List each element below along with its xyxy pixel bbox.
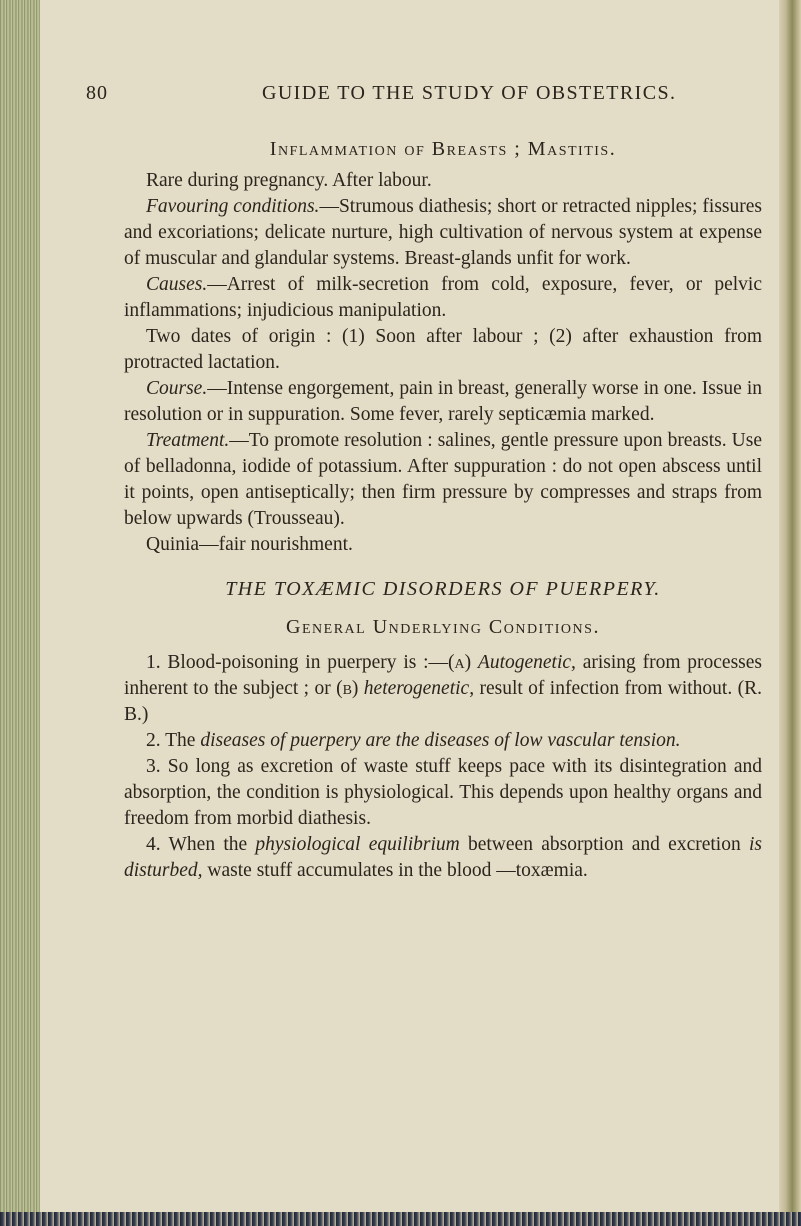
item1-text-e: result of infection from without. (R. B.) [124, 678, 762, 725]
course-label: Course. [146, 378, 208, 399]
item1-text-d: ) [351, 678, 364, 699]
list-item-2 [124, 728, 762, 754]
item4-text-a: 4. When the [146, 834, 256, 855]
item1-text-b: ) [464, 652, 478, 673]
book-edge-bottom [0, 1212, 801, 1226]
item2-text: 2. The [146, 730, 201, 751]
item1-text-a: 1. Blood-poisoning in puerpery is :—( [146, 652, 455, 673]
item4-italic-2: is disturbed, [124, 834, 762, 881]
item3-text: 3. So long as excretion of waste stuff keeps pace with its disintegration and absorption, the condition is physiological. This depends upon healthy organs and freedom from morbid diathesis. [124, 756, 762, 829]
book-edge-left [0, 0, 40, 1226]
item1-text-c: arising from processes inherent to the subject ; or ( [124, 652, 762, 699]
item1-letter-a: a [454, 652, 465, 673]
item1-autogenetic: Autogenetic, [477, 652, 576, 673]
causes-text: —Arrest of milk-secretion from cold, exposure, fever, or pelvic inflammations; injudicious manipulation. [124, 274, 762, 321]
paragraph-course [124, 376, 762, 428]
course-text: —Intense engorgement, pain in breast, generally worse in one. Issue in resolution or in suppuration. Some fever, rarely septicæmia marked. [124, 378, 762, 425]
paragraph-quinia [124, 532, 762, 558]
book-edge-right [779, 0, 801, 1226]
treatment-label: Treatment. [146, 430, 230, 451]
favouring-text: —Strumous diathesis; short or retracted nipples; fissures and excoriations; delicate nurture, high cultivation of nervous system at expense of muscular and glandular systems. Breast-glands unfit for work. [124, 196, 762, 269]
page-number: 80 [86, 82, 108, 104]
list-item-1 [124, 650, 762, 728]
treatment-text: —To promote resolution : salines, gentle pressure upon breasts. Use of belladonna, iodide of potassium. After suppuration : do not open abscess until it points, open antiseptically; then firm pressure by compresses and straps from below upwards (Trousseau). [124, 430, 762, 529]
paragraph-treatment [124, 428, 762, 532]
item1-heterogenetic: heterogenetic, [363, 678, 475, 699]
running-title: GUIDE TO THE STUDY OF OBSTETRICS. [262, 82, 677, 104]
paragraph-intro [124, 168, 762, 194]
list-item-4 [124, 832, 762, 884]
paragraph-causes [124, 272, 762, 324]
item4-text-b: between absorption and excretion [459, 834, 749, 855]
intro-text: Rare during pregnancy. After labour. [146, 170, 432, 191]
origin-text: Two dates of origin : (1) Soon after labour ; (2) after exhaustion from protracted lactation. [124, 326, 762, 373]
page-header [40, 82, 779, 106]
causes-label: Causes. [146, 274, 208, 295]
book-page [40, 0, 779, 1212]
paragraph-origin [124, 324, 762, 376]
item4-italic-1: physiological equilibrium [255, 834, 460, 855]
item2-italic: diseases of puerpery are the diseases of low vascular tension. [200, 730, 681, 751]
item4-text-c: waste stuff accumulates in the blood —toxæmia. [202, 860, 588, 881]
section-subtitle-conditions: General Underlying Conditions. [286, 616, 600, 638]
favouring-label: Favouring conditions. [146, 196, 320, 217]
page-content [124, 136, 762, 884]
section-title-toxaemic: THE TOXÆMIC DISORDERS OF PUERPERY. [225, 578, 661, 600]
section-title-mastitis: Inflammation of Breasts ; Mastitis. [269, 138, 617, 160]
quinia-text: Quinia—fair nourishment. [146, 534, 353, 555]
item1-letter-b: b [342, 678, 352, 699]
list-item-3 [124, 754, 762, 832]
paragraph-favouring [124, 194, 762, 272]
